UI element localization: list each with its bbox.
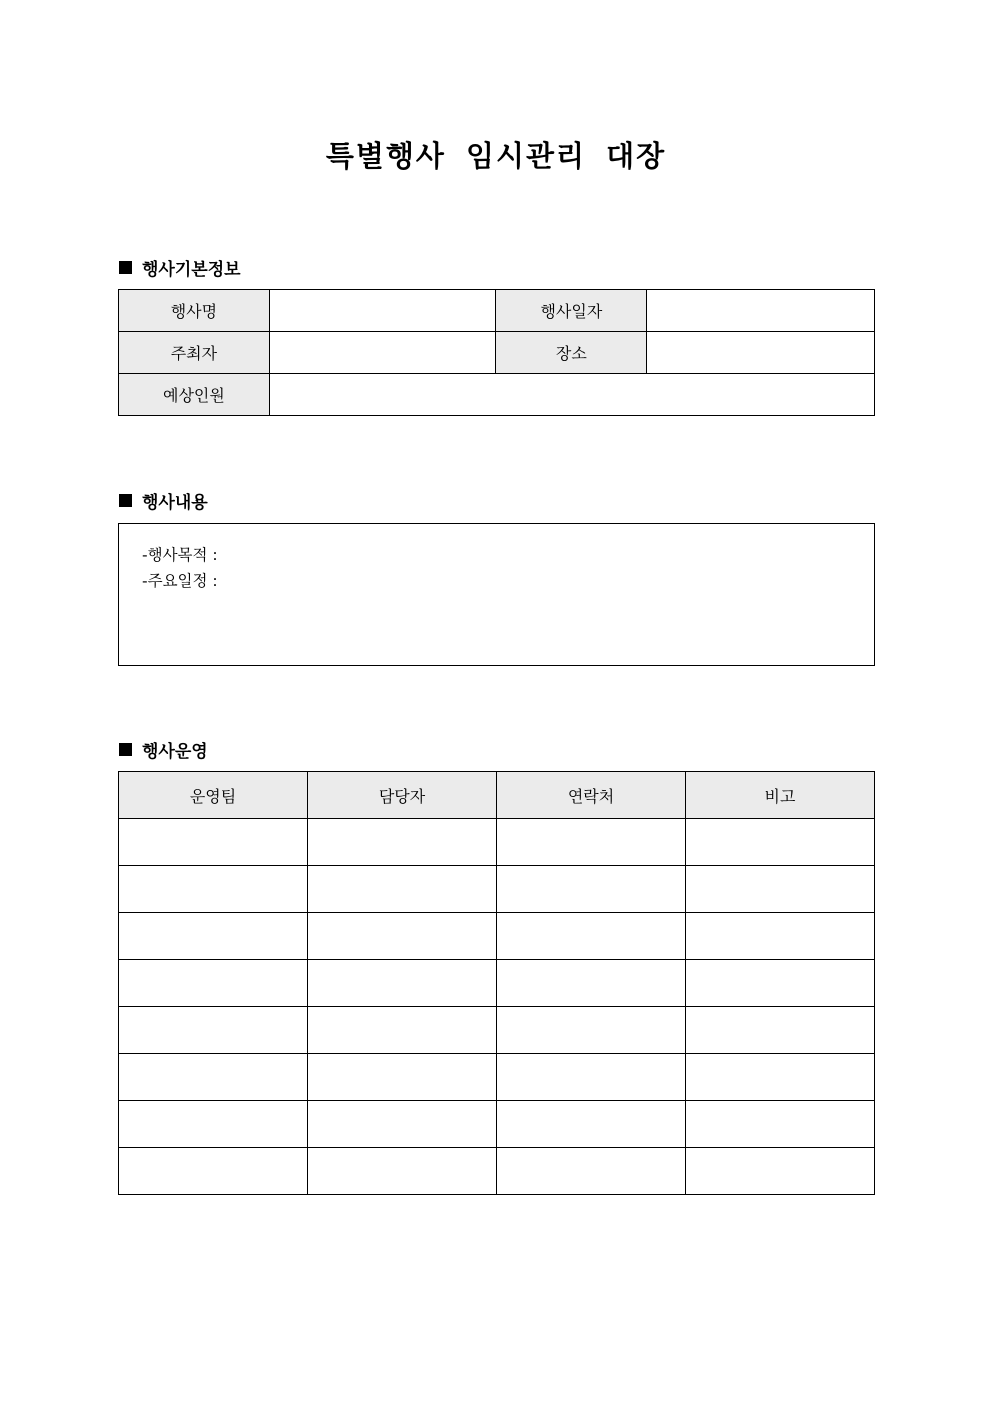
venue-field[interactable] bbox=[647, 332, 875, 374]
table-row bbox=[119, 819, 875, 866]
expected-attendees-field[interactable] bbox=[269, 374, 874, 416]
square-bullet-icon bbox=[119, 494, 132, 507]
column-header-manager: 담당자 bbox=[308, 772, 497, 819]
team-cell[interactable] bbox=[119, 913, 308, 960]
remarks-cell[interactable] bbox=[686, 913, 875, 960]
organizer-field[interactable] bbox=[269, 332, 496, 374]
manager-cell[interactable] bbox=[308, 819, 497, 866]
contact-cell[interactable] bbox=[497, 913, 686, 960]
contact-cell[interactable] bbox=[497, 866, 686, 913]
contact-cell[interactable] bbox=[497, 1101, 686, 1148]
contact-cell[interactable] bbox=[497, 1007, 686, 1054]
event-name-label: 행사명 bbox=[119, 290, 270, 332]
event-content-box[interactable] bbox=[118, 523, 875, 666]
event-date-label: 행사일자 bbox=[496, 290, 647, 332]
remarks-cell[interactable] bbox=[686, 1148, 875, 1195]
table-header-row bbox=[119, 772, 875, 819]
table-row bbox=[119, 1101, 875, 1148]
manager-cell[interactable] bbox=[308, 913, 497, 960]
column-header-remarks: 비고 bbox=[686, 772, 875, 819]
purpose-line: -행사목적 : bbox=[142, 546, 218, 564]
organizer-label: 주최자 bbox=[119, 332, 270, 374]
manager-cell[interactable] bbox=[308, 1054, 497, 1101]
remarks-cell[interactable] bbox=[686, 1007, 875, 1054]
table-row bbox=[119, 374, 875, 416]
event-date-field[interactable] bbox=[647, 290, 875, 332]
team-cell[interactable] bbox=[119, 960, 308, 1007]
section-heading-label: 행사기본정보 bbox=[142, 260, 241, 280]
page-title: 특별행사 임시관리 대장 bbox=[325, 139, 667, 173]
remarks-cell[interactable] bbox=[686, 1101, 875, 1148]
event-name-field[interactable] bbox=[269, 290, 496, 332]
section-heading-label: 행사운영 bbox=[142, 742, 208, 762]
team-cell[interactable] bbox=[119, 819, 308, 866]
manager-cell[interactable] bbox=[308, 960, 497, 1007]
team-cell[interactable] bbox=[119, 1148, 308, 1195]
remarks-cell[interactable] bbox=[686, 819, 875, 866]
column-header-contact: 연락처 bbox=[497, 772, 686, 819]
square-bullet-icon bbox=[119, 261, 132, 274]
manager-cell[interactable] bbox=[308, 1007, 497, 1054]
team-cell[interactable] bbox=[119, 866, 308, 913]
table-row bbox=[119, 1054, 875, 1101]
team-cell[interactable] bbox=[119, 1007, 308, 1054]
column-header-team: 운영팀 bbox=[119, 772, 308, 819]
square-bullet-icon bbox=[119, 743, 132, 756]
table-row bbox=[119, 913, 875, 960]
contact-cell[interactable] bbox=[497, 960, 686, 1007]
contact-cell[interactable] bbox=[497, 819, 686, 866]
team-cell[interactable] bbox=[119, 1101, 308, 1148]
remarks-cell[interactable] bbox=[686, 1054, 875, 1101]
table-row bbox=[119, 866, 875, 913]
manager-cell[interactable] bbox=[308, 1148, 497, 1195]
table-row bbox=[119, 1148, 875, 1195]
manager-cell[interactable] bbox=[308, 866, 497, 913]
table-row bbox=[119, 1007, 875, 1054]
table-row bbox=[119, 290, 875, 332]
schedule-line: -주요일정 : bbox=[142, 572, 218, 590]
contact-cell[interactable] bbox=[497, 1054, 686, 1101]
remarks-cell[interactable] bbox=[686, 866, 875, 913]
section-heading-basic-info bbox=[119, 255, 241, 280]
remarks-cell[interactable] bbox=[686, 960, 875, 1007]
section-heading-label: 행사내용 bbox=[142, 493, 208, 513]
basic-info-table bbox=[118, 289, 875, 416]
table-row bbox=[119, 960, 875, 1007]
operations-table bbox=[118, 771, 875, 1195]
section-heading-operations bbox=[119, 737, 208, 762]
expected-attendees-label: 예상인원 bbox=[119, 374, 270, 416]
table-row bbox=[119, 332, 875, 374]
manager-cell[interactable] bbox=[308, 1101, 497, 1148]
contact-cell[interactable] bbox=[497, 1148, 686, 1195]
venue-label: 장소 bbox=[496, 332, 647, 374]
team-cell[interactable] bbox=[119, 1054, 308, 1101]
section-heading-content bbox=[119, 488, 208, 513]
